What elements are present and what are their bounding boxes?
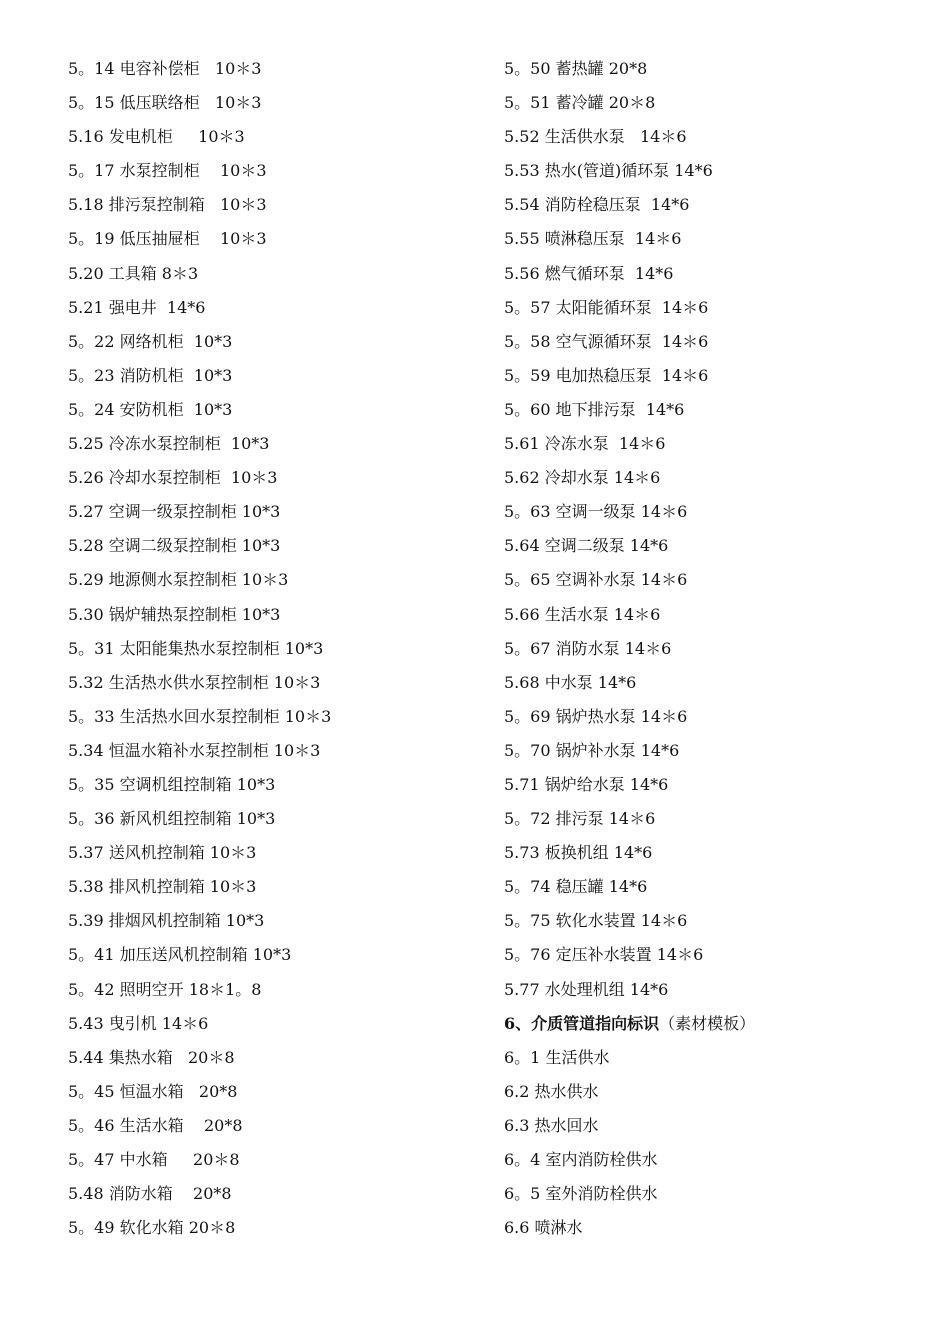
list-item: 5。15 低压联络柜 10＊3: [68, 93, 262, 113]
list-item: 5。58 空气源循环泵 14＊6: [504, 331, 709, 351]
list-item: 5。51 蓄冷罐 20＊8: [504, 93, 656, 113]
list-item: 5。74 稳压罐 14*6: [504, 877, 648, 897]
list-item: 5。45 恒温水箱 20*8: [68, 1081, 238, 1101]
list-item: 5.27 空调一级泵控制柜 10*3: [68, 502, 281, 522]
section-heading-title: 6、介质管道指向标识: [504, 1013, 660, 1033]
right-column: [504, 52, 924, 1245]
list-item: 5.20 工具箱 8＊3: [68, 263, 199, 283]
list-item: 5。63 空调一级泵 14＊6: [504, 502, 688, 522]
list-item: 5。69 锅炉热水泵 14＊6: [504, 706, 688, 726]
list-item: 5。67 消防水泵 14＊6: [504, 638, 672, 658]
list-item: 5.55 喷淋稳压泵 14＊6: [504, 229, 682, 249]
list-item: 5。57 太阳能循环泵 14＊6: [504, 297, 709, 317]
list-item: 5.25 冷冻水泵控制柜 10*3: [68, 434, 270, 454]
list-item: 5.29 地源侧水泵控制柜 10＊3: [68, 570, 289, 590]
list-item: 5.26 冷却水泵控制柜 10＊3: [68, 468, 278, 488]
list-item: 5.73 板换机组 14*6: [504, 843, 653, 863]
list-item: 5.28 空调二级泵控制柜 10*3: [68, 536, 281, 556]
list-item: 5。72 排污泵 14＊6: [504, 809, 656, 829]
list-item: 5.21 强电井 14*6: [68, 297, 206, 317]
list-item: 5.30 锅炉辅热泵控制柜 10*3: [68, 604, 281, 624]
list-item: 5。70 锅炉补水泵 14*6: [504, 740, 680, 760]
list-item: 5。19 低压抽屉柜 10＊3: [68, 229, 267, 249]
list-item: 6.2 热水供水: [504, 1081, 599, 1101]
list-item: 5.52 生活供水泵 14＊6: [504, 127, 687, 147]
list-item: 6。4 室内消防栓供水: [504, 1150, 658, 1169]
list-item: 5。59 电加热稳压泵 14＊6: [504, 365, 709, 385]
list-item: 5。36 新风机组控制箱 10*3: [68, 809, 276, 829]
list-item: 5.77 水处理机组 14*6: [504, 979, 669, 999]
list-item: 5.61 冷冻水泵 14＊6: [504, 434, 666, 454]
list-item: 5.32 生活热水供水泵控制柜 10＊3: [68, 672, 321, 692]
list-item: 5。60 地下排污泵 14*6: [504, 399, 685, 419]
list-item: 5。33 生活热水回水泵控制柜 10＊3: [68, 706, 332, 726]
list-item: 5.62 冷却水泵 14＊6: [504, 468, 661, 488]
list-item: 5.16 发电机柜 10＊3: [68, 127, 245, 147]
list-item: 5.37 送风机控制箱 10＊3: [68, 843, 257, 863]
list-item: 5。41 加压送风机控制箱 10*3: [68, 945, 292, 965]
list-item: 5.66 生活水泵 14＊6: [504, 604, 661, 624]
list-item: 5。65 空调补水泵 14＊6: [504, 570, 688, 590]
list-item: 5。76 定压补水装置 14＊6: [504, 945, 704, 965]
list-item: 5.38 排风机控制箱 10＊3: [68, 877, 257, 897]
list-item: 5.71 锅炉给水泵 14*6: [504, 774, 669, 794]
list-item: 5.64 空调二级泵 14*6: [504, 536, 669, 556]
section-heading-note: （素材模板）: [659, 1013, 756, 1033]
list-item: 5。46 生活水箱 20*8: [68, 1115, 243, 1135]
list-item: 5。31 太阳能集热水泵控制柜 10*3: [68, 638, 324, 658]
list-item: 5.56 燃气循环泵 14*6: [504, 263, 674, 283]
list-item: 5.53 热水(管道)循环泵 14*6: [504, 161, 713, 181]
list-item: 6.3 热水回水: [504, 1115, 599, 1135]
list-item: 5.34 恒温水箱补水泵控制柜 10＊3: [68, 740, 321, 760]
list-item: 6。1 生活供水: [504, 1047, 610, 1067]
list-item: 5.44 集热水箱 20＊8: [68, 1047, 235, 1067]
list-item: 5.39 排烟风机控制箱 10*3: [68, 911, 265, 931]
list-item: 5.54 消防栓稳压泵 14*6: [504, 195, 690, 215]
list-item: 5.48 消防水箱 20*8: [68, 1184, 232, 1204]
list-item: 5。75 软化水装置 14＊6: [504, 911, 688, 931]
list-item: 5。49 软化水箱 20＊8: [68, 1218, 236, 1238]
list-item: 5.68 中水泵 14*6: [504, 672, 637, 692]
list-item: 6。5 室外消防栓供水: [504, 1184, 658, 1204]
list-item: 5。24 安防机柜 10*3: [68, 399, 233, 419]
list-item: 5。35 空调机组控制箱 10*3: [68, 774, 276, 794]
list-item: 5.43 曳引机 14＊6: [68, 1013, 209, 1033]
left-column: [68, 52, 488, 1245]
section-heading: [504, 1007, 924, 1041]
list-item: 5。14 电容补偿柜 10＊3: [68, 59, 262, 78]
list-item: 5。22 网络机柜 10*3: [68, 331, 233, 351]
list-item: 5.18 排污泵控制箱 10＊3: [68, 195, 267, 215]
list-item: 5。47 中水箱 20＊8: [68, 1150, 240, 1169]
list-item: 5。50 蓄热罐 20*8: [504, 59, 648, 78]
list-item: 5。17 水泵控制柜 10＊3: [68, 161, 267, 181]
list-item: 6.6 喷淋水: [504, 1218, 583, 1238]
list-item: 5。23 消防机柜 10*3: [68, 365, 233, 385]
list-item: 5。42 照明空开 18＊1。8: [68, 979, 262, 999]
